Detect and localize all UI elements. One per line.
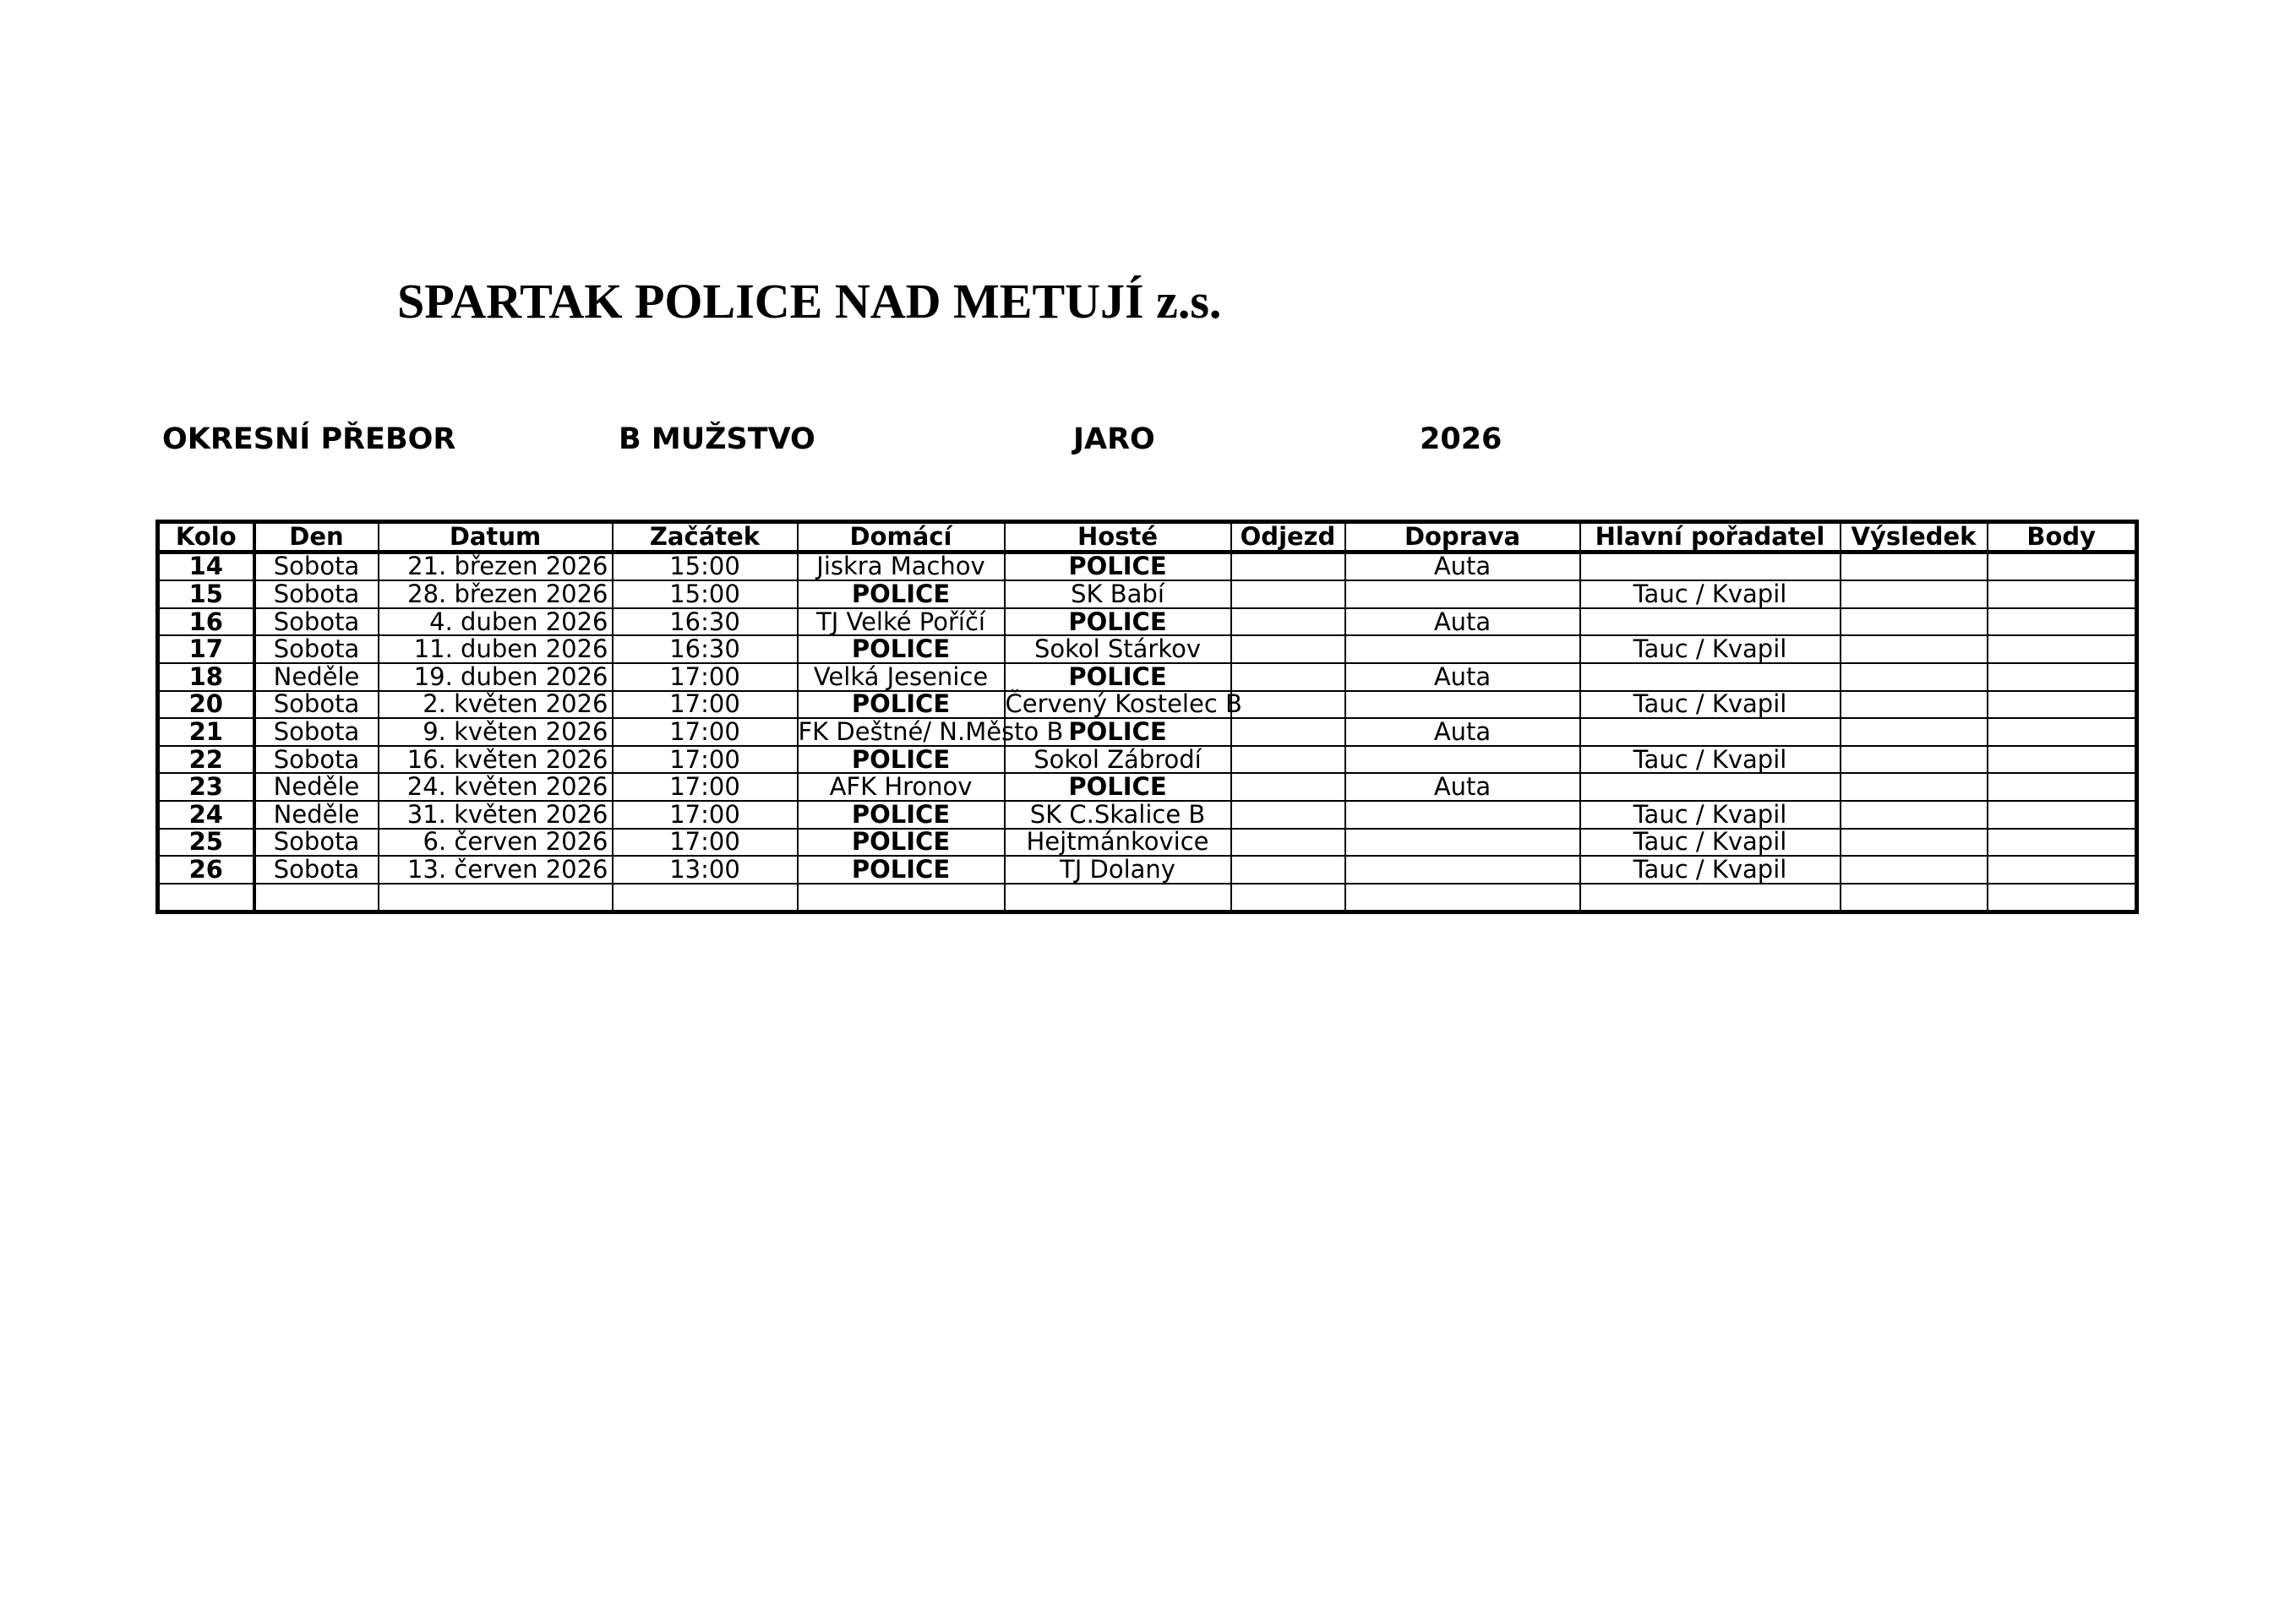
year-label: 2026 <box>1420 422 1502 456</box>
cell-hoste: SK Babí <box>1005 580 1231 608</box>
cell-domaci: POLICE <box>798 829 1005 857</box>
cell-zacatek: 13:00 <box>613 856 798 884</box>
cell-hoste: POLICE <box>1005 608 1231 636</box>
column-header-zacatek: Začátek <box>613 522 798 552</box>
cell-hoste: POLICE <box>1005 718 1231 746</box>
fixtures-table-head <box>158 522 2137 552</box>
cell-vysledek <box>1841 746 1988 774</box>
cell-vysledek <box>1841 552 1988 580</box>
cell-poradatel <box>1580 718 1841 746</box>
cell-den: Sobota <box>254 635 379 663</box>
cell-den: Neděle <box>254 801 379 829</box>
column-header-domaci: Domácí <box>798 522 1005 552</box>
cell-poradatel <box>1580 608 1841 636</box>
cell-poradatel <box>1580 663 1841 691</box>
cell-kolo: 18 <box>158 663 254 691</box>
cell-body <box>1988 773 2137 801</box>
cell-kolo: 15 <box>158 580 254 608</box>
cell-poradatel <box>1580 552 1841 580</box>
cell-vysledek <box>1841 829 1988 857</box>
cell-doprava: Auta <box>1345 663 1580 691</box>
cell-hoste: POLICE <box>1005 773 1231 801</box>
cell-hoste <box>1005 884 1231 912</box>
table-row <box>158 691 2137 719</box>
cell-doprava: Auta <box>1345 773 1580 801</box>
cell-domaci: POLICE <box>798 746 1005 774</box>
cell-den: Sobota <box>254 746 379 774</box>
table-row <box>158 552 2137 580</box>
cell-den: Neděle <box>254 773 379 801</box>
column-header-kolo: Kolo <box>158 522 254 552</box>
cell-den: Sobota <box>254 829 379 857</box>
cell-doprava: Auta <box>1345 718 1580 746</box>
cell-datum: 16. květen 2026 <box>379 746 613 774</box>
cell-kolo: 22 <box>158 746 254 774</box>
cell-datum: 2. květen 2026 <box>379 691 613 719</box>
header-row <box>158 522 2137 552</box>
cell-den: Sobota <box>254 691 379 719</box>
cell-doprava: Auta <box>1345 608 1580 636</box>
cell-kolo: 17 <box>158 635 254 663</box>
cell-body <box>1988 580 2137 608</box>
cell-doprava: Auta <box>1345 552 1580 580</box>
cell-odjezd <box>1231 801 1345 829</box>
cell-zacatek: 15:00 <box>613 552 798 580</box>
cell-doprava <box>1345 856 1580 884</box>
cell-zacatek: 17:00 <box>613 801 798 829</box>
league-label: OKRESNÍ PŘEBOR <box>162 422 456 456</box>
cell-domaci: POLICE <box>798 580 1005 608</box>
cell-odjezd <box>1231 884 1345 912</box>
document-title: SPARTAK POLICE NAD METUJÍ z.s. <box>397 274 1222 329</box>
column-header-den: Den <box>254 522 379 552</box>
cell-zacatek: 17:00 <box>613 718 798 746</box>
cell-body <box>1988 663 2137 691</box>
column-header-poradatel: Hlavní pořadatel <box>1580 522 1841 552</box>
cell-datum: 24. květen 2026 <box>379 773 613 801</box>
cell-body <box>1988 691 2137 719</box>
fixtures-table <box>155 520 2139 914</box>
cell-kolo: 14 <box>158 552 254 580</box>
cell-datum: 6. červen 2026 <box>379 829 613 857</box>
cell-zacatek: 15:00 <box>613 580 798 608</box>
cell-domaci: POLICE <box>798 635 1005 663</box>
cell-vysledek <box>1841 884 1988 912</box>
cell-odjezd <box>1231 635 1345 663</box>
cell-body <box>1988 608 2137 636</box>
cell-hoste: TJ Dolany <box>1005 856 1231 884</box>
cell-kolo: 21 <box>158 718 254 746</box>
cell-datum: 9. květen 2026 <box>379 718 613 746</box>
cell-den: Sobota <box>254 718 379 746</box>
column-header-vysledek: Výsledek <box>1841 522 1988 552</box>
table-row <box>158 663 2137 691</box>
cell-doprava <box>1345 580 1580 608</box>
cell-domaci: Velká Jesenice <box>798 663 1005 691</box>
cell-zacatek: 17:00 <box>613 663 798 691</box>
table-row <box>158 635 2137 663</box>
column-header-body: Body <box>1988 522 2137 552</box>
cell-body <box>1988 552 2137 580</box>
cell-poradatel: Tauc / Kvapil <box>1580 746 1841 774</box>
cell-body <box>1988 718 2137 746</box>
table-row <box>158 856 2137 884</box>
cell-domaci: AFK Hronov <box>798 773 1005 801</box>
cell-body <box>1988 801 2137 829</box>
cell-domaci: POLICE <box>798 856 1005 884</box>
cell-body <box>1988 884 2137 912</box>
cell-odjezd <box>1231 608 1345 636</box>
cell-zacatek: 17:00 <box>613 746 798 774</box>
cell-datum: 21. březen 2026 <box>379 552 613 580</box>
cell-vysledek <box>1841 663 1988 691</box>
cell-hoste: POLICE <box>1005 552 1231 580</box>
cell-domaci <box>798 884 1005 912</box>
cell-zacatek: 17:00 <box>613 829 798 857</box>
cell-domaci: FK Deštné/ N.Město B <box>798 716 1064 746</box>
cell-kolo: 24 <box>158 801 254 829</box>
cell-odjezd <box>1231 746 1345 774</box>
cell-kolo <box>158 884 254 912</box>
cell-domaci: POLICE <box>798 801 1005 829</box>
cell-datum <box>379 884 613 912</box>
cell-poradatel: Tauc / Kvapil <box>1580 691 1841 719</box>
table-row <box>158 580 2137 608</box>
cell-hoste: Červený Kostelec B <box>1005 689 1242 719</box>
cell-odjezd <box>1231 773 1345 801</box>
cell-body <box>1988 635 2137 663</box>
table-row <box>158 773 2137 801</box>
cell-zacatek: 16:30 <box>613 608 798 636</box>
fixtures-table-body <box>158 552 2137 912</box>
cell-datum: 28. březen 2026 <box>379 580 613 608</box>
cell-odjezd <box>1231 552 1345 580</box>
cell-den: Neděle <box>254 663 379 691</box>
cell-kolo: 23 <box>158 773 254 801</box>
cell-odjezd <box>1231 829 1345 857</box>
cell-hoste: Sokol Zábrodí <box>1005 746 1231 774</box>
cell-poradatel: Tauc / Kvapil <box>1580 801 1841 829</box>
cell-odjezd <box>1231 580 1345 608</box>
cell-vysledek <box>1841 773 1988 801</box>
table-row <box>158 746 2137 774</box>
cell-vysledek <box>1841 608 1988 636</box>
cell-body <box>1988 746 2137 774</box>
cell-den: Sobota <box>254 608 379 636</box>
cell-doprava <box>1345 691 1580 719</box>
cell-zacatek: 17:00 <box>613 773 798 801</box>
cell-vysledek <box>1841 856 1988 884</box>
cell-datum: 11. duben 2026 <box>379 635 613 663</box>
table-row <box>158 884 2137 912</box>
cell-doprava <box>1345 829 1580 857</box>
cell-doprava <box>1345 801 1580 829</box>
cell-vysledek <box>1841 801 1988 829</box>
column-header-hoste: Hosté <box>1005 522 1231 552</box>
column-header-odjezd: Odjezd <box>1231 522 1345 552</box>
team-label: B MUŽSTVO <box>619 422 815 456</box>
table-row <box>158 829 2137 857</box>
cell-zacatek: 16:30 <box>613 635 798 663</box>
cell-domaci: POLICE <box>798 691 1005 719</box>
cell-den <box>254 884 379 912</box>
column-header-datum: Datum <box>379 522 613 552</box>
cell-kolo: 20 <box>158 691 254 719</box>
table-row <box>158 608 2137 636</box>
cell-odjezd <box>1231 663 1345 691</box>
cell-doprava <box>1345 635 1580 663</box>
cell-zacatek: 17:00 <box>613 691 798 719</box>
cell-datum: 31. květen 2026 <box>379 801 613 829</box>
table-row <box>158 718 2137 746</box>
cell-hoste: Hejtmánkovice <box>1005 829 1231 857</box>
cell-vysledek <box>1841 635 1988 663</box>
cell-vysledek <box>1841 691 1988 719</box>
cell-datum: 4. duben 2026 <box>379 608 613 636</box>
cell-vysledek <box>1841 580 1988 608</box>
cell-vysledek <box>1841 718 1988 746</box>
cell-odjezd <box>1231 691 1345 719</box>
cell-body <box>1988 829 2137 857</box>
cell-kolo: 16 <box>158 608 254 636</box>
cell-domaci: Jiskra Machov <box>798 552 1005 580</box>
cell-doprava <box>1345 746 1580 774</box>
cell-poradatel: Tauc / Kvapil <box>1580 856 1841 884</box>
cell-poradatel: Tauc / Kvapil <box>1580 635 1841 663</box>
cell-odjezd <box>1231 856 1345 884</box>
cell-hoste: SK C.Skalice B <box>1005 801 1231 829</box>
cell-datum: 13. červen 2026 <box>379 856 613 884</box>
cell-poradatel: Tauc / Kvapil <box>1580 829 1841 857</box>
cell-den: Sobota <box>254 580 379 608</box>
cell-poradatel <box>1580 884 1841 912</box>
column-header-doprava: Doprava <box>1345 522 1580 552</box>
cell-body <box>1988 856 2137 884</box>
cell-doprava <box>1345 884 1580 912</box>
cell-kolo: 26 <box>158 856 254 884</box>
cell-domaci: TJ Velké Poříčí <box>798 608 1005 636</box>
cell-zacatek <box>613 884 798 912</box>
table-row <box>158 801 2137 829</box>
cell-poradatel: Tauc / Kvapil <box>1580 580 1841 608</box>
cell-datum: 19. duben 2026 <box>379 663 613 691</box>
cell-hoste: POLICE <box>1005 663 1231 691</box>
season-label: JARO <box>1073 422 1155 456</box>
cell-poradatel <box>1580 773 1841 801</box>
cell-den: Sobota <box>254 856 379 884</box>
cell-odjezd <box>1231 718 1345 746</box>
cell-hoste: Sokol Stárkov <box>1005 635 1231 663</box>
cell-den: Sobota <box>254 552 379 580</box>
cell-kolo: 25 <box>158 829 254 857</box>
